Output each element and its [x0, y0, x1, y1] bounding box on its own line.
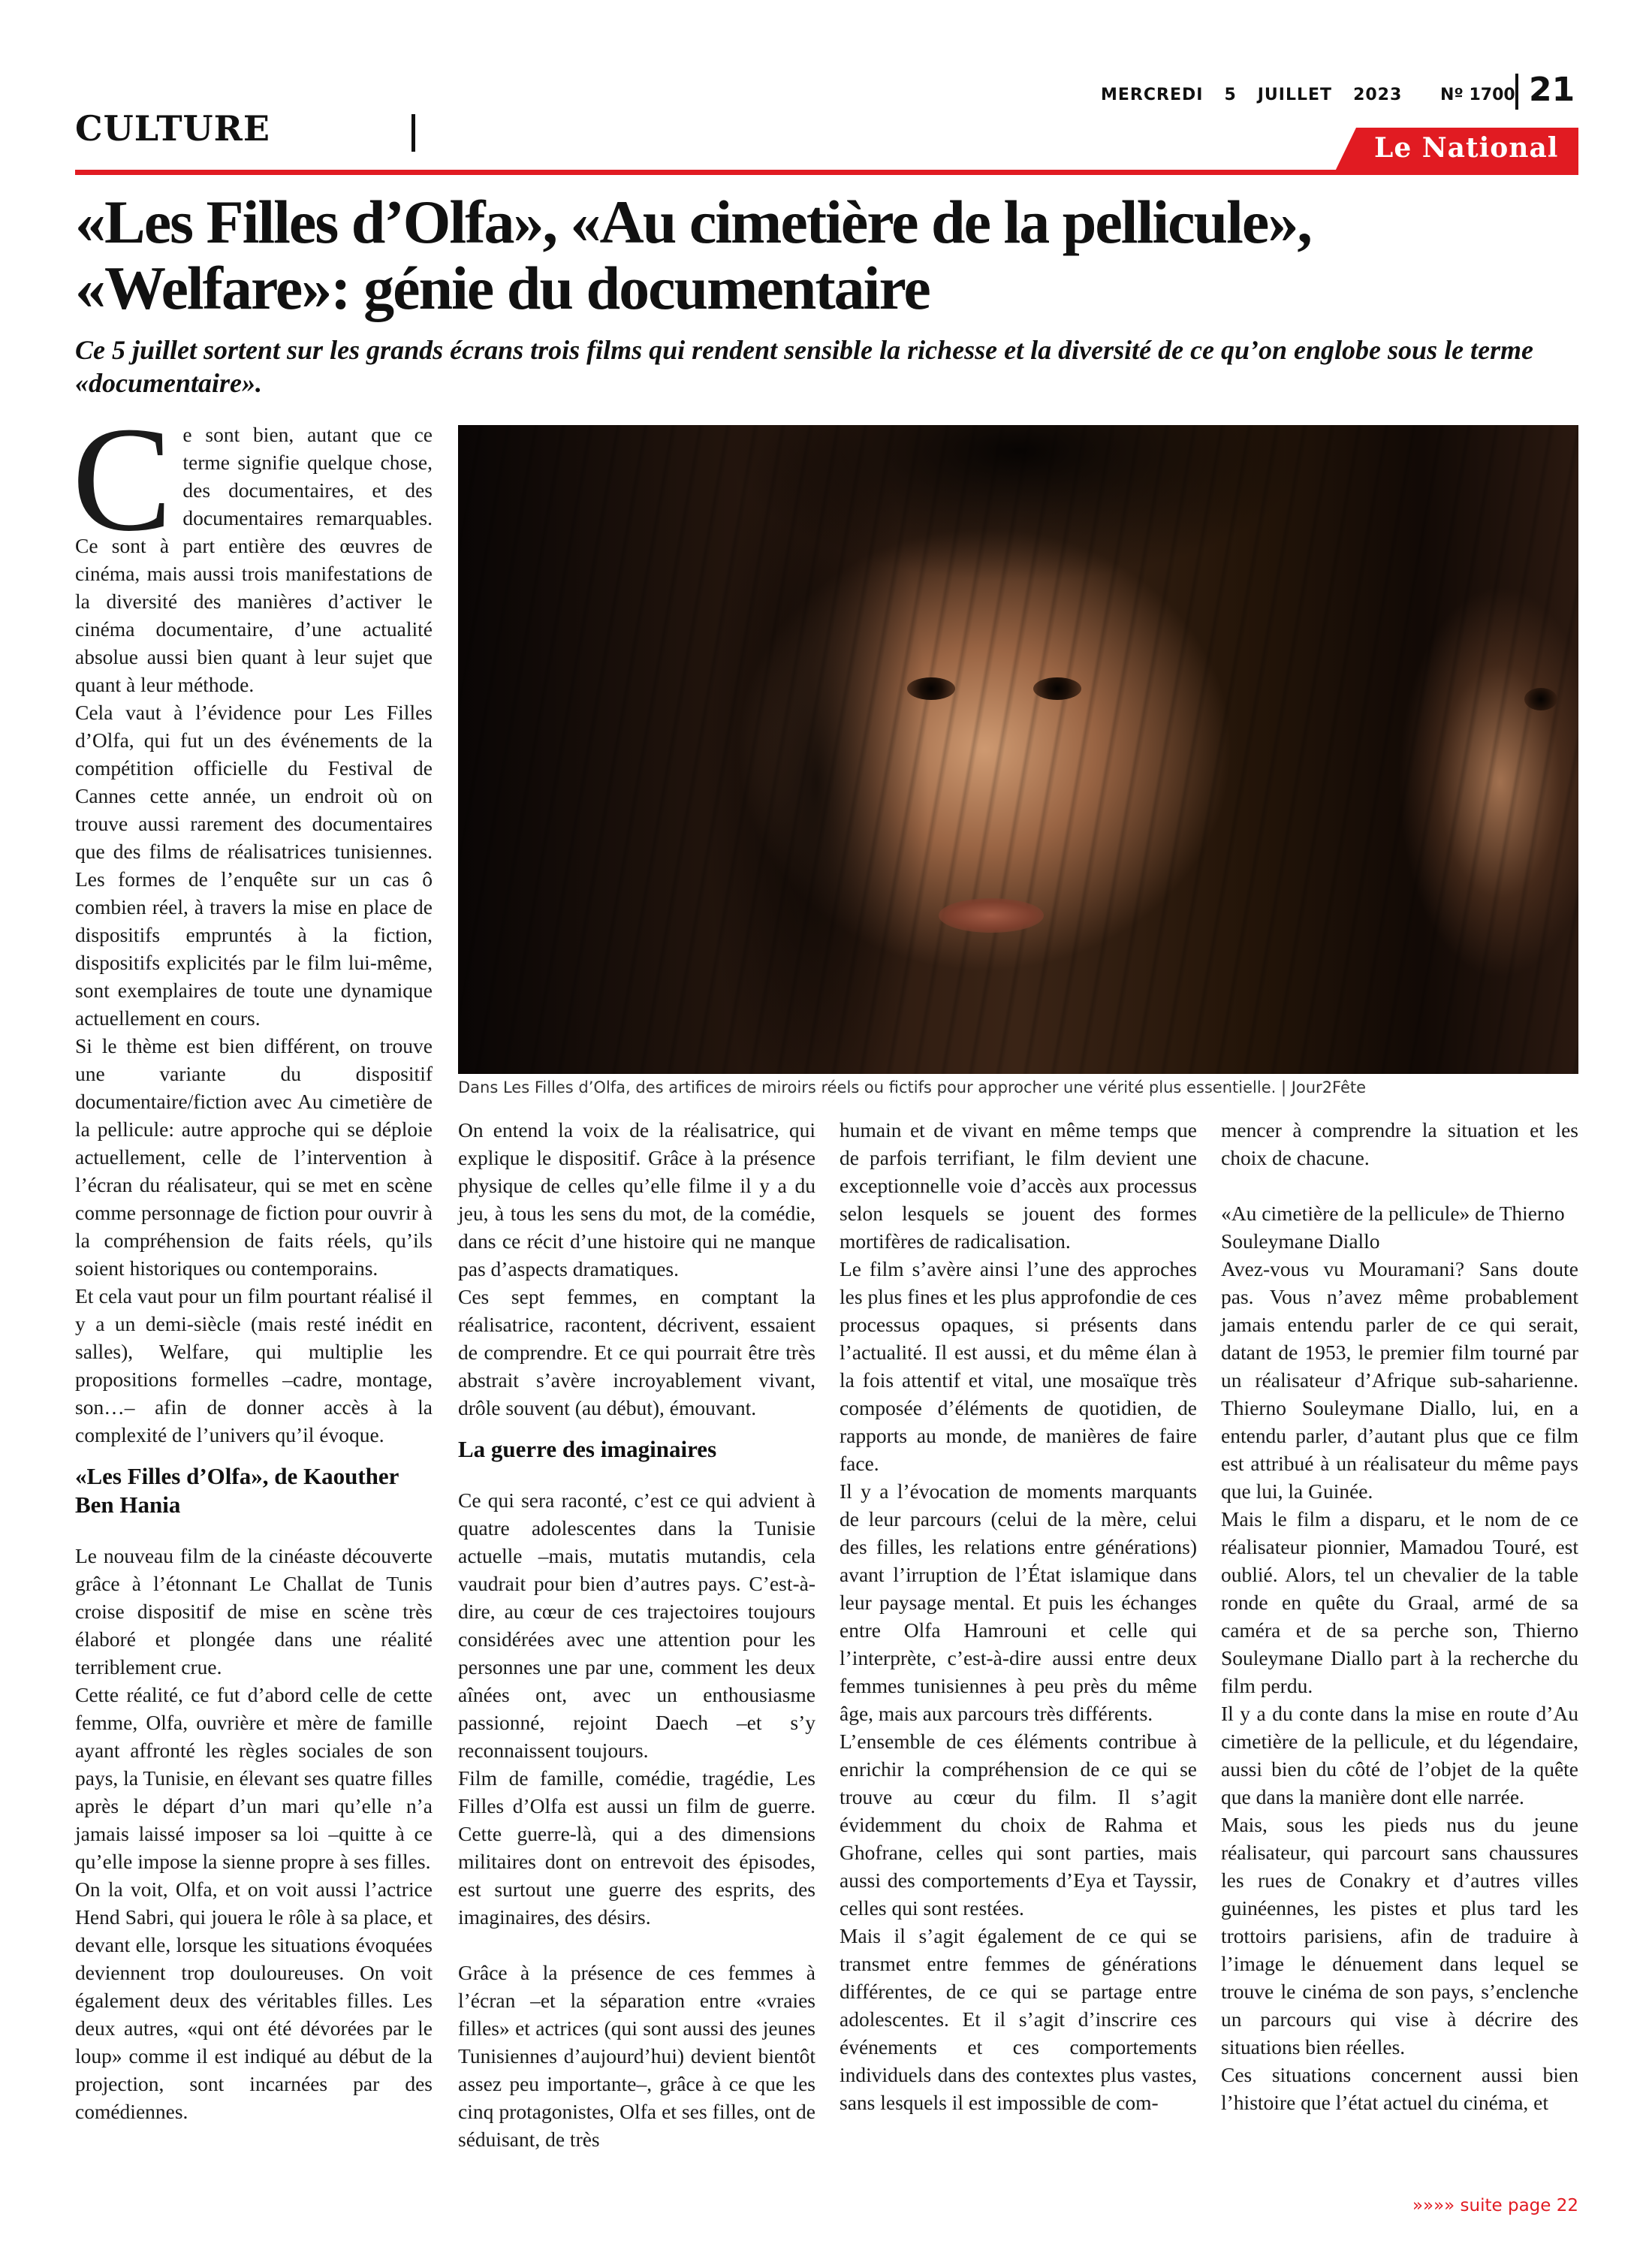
subheading: La guerre des imaginaires	[458, 1436, 717, 1462]
paragraph: Il y a l’évocation de moments marquants de leur parcours (celui de la mère, celui des filles, les relations entre générations) avant l’irruption de l’État islamique dans leur paysage mental. Et puis les échanges entre Olfa Hamrouni et celle qui l’interprète, c’est-à-dire aussi entre deux femmes tunisiennes à peu près du même âge, mais aux parcours très différents.	[840, 1479, 1197, 1725]
paragraph: Le film s’avère ainsi l’une des approches les plus fines et les plus approfondie de ces processus opaques, si présents dans l’actualité. Il est aussi, et du même élan à la fois attentif et vital, une mosaïque très composée d’éléments de quotidien, de rapports au monde, de manières de faire face.	[840, 1257, 1197, 1475]
continued-link[interactable]: »»»» suite page 22	[1412, 2196, 1578, 2215]
date-year: 2023	[1353, 86, 1403, 104]
drop-cap: C	[72, 397, 173, 562]
article-column-1	[72, 397, 433, 2125]
headline-line-2: «Welfare»: génie du documentaire	[75, 254, 930, 322]
article-standfirst: Ce 5 juillet sortent sur les grands écrans trois films qui rendent sensible la richesse et la diversité de ce qu’on englobe sous le terme «documentaire».	[75, 335, 1534, 398]
article-column-3	[840, 1116, 1197, 2116]
section-title: «Au cimetière de la pellicule» de Thierno Souleymane Diallo	[1221, 1202, 1565, 1253]
paragraph: Cette réalité, ce fut d’abord celle de cette femme, Olfa, ouvrière et mère de famille ayant affronté les règles sociales de son pays, la Tunisie, en élevant ses quatre filles après le départ d’un mari qu’elle n’a jamais laissé imposer sa loi –quitte à ce qu’elle impose la sienne propre à ses filles.	[75, 1683, 433, 1873]
paragraph: Ces sept femmes, en comptant la réalisatrice, racontent, décrivent, essaient de comprendre. Et ce qui pourrait être très abstrait s’avère incroyablement vivant, drôle souvent (au début), émouvant.	[458, 1285, 815, 1419]
paragraph: Mais il s’agit également de ce qui se transmet entre femmes de générations différentes, de ce qui se partage entre adolescentes. Et il s’agit d’inscrire ces événements et ces comportements individuels dans des contextes plus vastes, sans lesquels il est impossible de com-	[840, 1924, 1197, 2114]
paragraph: Film de famille, comédie, tragédie, Les Filles d’Olfa est aussi un film de guerre. Cette guerre-là, qui a des dimensions militaires dont on entrevoit des épisodes, est surtout une guerre des esprits, des imaginaires, des désirs.	[458, 1766, 815, 1929]
paragraph: Cela vaut à l’évidence pour Les Filles d’Olfa, qui fut un des événements de la compétition officielle du Festival de Cannes cette année, un endroit où on trouve aussi rarement des documentaires que des films de réalisatrices tunisiennes. Les formes de l’enquête sur un cas ô combien réel, à travers la mise en place de dispositifs empruntés à la fiction, dispositifs explicités par le film lui-même, sont exemplaires de toute une dynamique actuellement en cours.	[75, 701, 433, 1030]
photo-lips	[939, 898, 1044, 933]
date-day: 5	[1224, 86, 1237, 104]
subheading: «Les Filles d’Olfa», de Kaouther Ben Hania	[75, 1463, 399, 1518]
photo-caption: Dans Les Filles d’Olfa, des artifices de miroirs réels ou fictifs pour approcher une vérité plus essentielle. | Jour2Fête	[458, 1078, 1367, 1096]
paragraph: Il y a du conte dans la mise en route d’Au cimetière de la pellicule, et du légendaire, aussi bien du côté de l’objet de la quête que dans la manière dont elle narrée.	[1221, 1702, 1578, 1808]
paragraph: Ces situations concernent aussi bien l’histoire que l’état actuel du cinéma, et	[1221, 2063, 1578, 2114]
paragraph: On la voit, Olfa, et on voit aussi l’actrice Hend Sabri, qui jouera le rôle à sa place, et devant elle, lorsque les situations évoquées deviennent trop douloureuses. On voit également deux des véritables filles. Les deux autres, «qui ont été dévorées par le loup» comme il est indiqué au début de la projection, sont incarnées par des comédiennes.	[75, 1878, 433, 2123]
photo-shadow	[458, 425, 1578, 1074]
date-weekday: MERCREDI	[1101, 86, 1204, 104]
paragraph: Et cela vaut pour un film pourtant réalisé il y a un demi-siècle (mais resté inédit en salles), Welfare, qui multiplie les propositions formelles –cadre, montage, son…– afin de donner accès à la complexité de l’univers qu’il évoque.	[75, 1284, 433, 1446]
paragraph: mencer à comprendre la situation et les choix de chacune.	[1221, 1118, 1578, 1169]
paragraph: L’ensemble de ces éléments contribue à enrichir la compréhension de ce qui se trouve au cœur du film. Il s’agit évidemment du choix de Rahma et Ghofrane, celles qui sont parties, mais aussi des comportements d’Eya et Tayssir, celles qui sont restées.	[840, 1730, 1197, 1920]
photo-right-eye	[1033, 677, 1081, 700]
paragraph: Avez-vous vu Mouramani? Sans doute pas. Vous n’avez même probablement jamais entendu parler de ce qui serait, datant de 1953, le premier film tourné par un réalisateur d’Afrique sub-saharienne. Thierno Souleymane Diallo, lui, en a entendu parler, d’autant plus que ce film est attribué à un réalisateur du même pays que lui, la Guinée.	[1221, 1257, 1578, 1503]
headline-line-1: «Les Filles d’Olfa», «Au cimetière de la pellicule»,	[75, 188, 1311, 256]
paragraph: Grâce à la présence de ces femmes à l’écran –et la séparation entre «vraies filles» et actrices (qui sont aussi des jeunes Tunisiennes d’aujourd’hui) devient bientôt assez peu importante–, grâce à ce que les cinq protagonistes, Olfa et ses filles, ont de séduisant, de très	[458, 1961, 815, 2151]
paragraph-gap	[1221, 1172, 1578, 1199]
brand-name: Le National	[1374, 132, 1559, 164]
paragraph: Si le thème est bien différent, on trouve une variante du dispositif documentaire/fiction avec Au cimetière de la pellicule: autre approche qui se déploie actuellement, celle de l’intervention à l’écran du réalisateur, qui se met en scène comme personnage de fiction pour ouvrir à la compréhension de faits réels, qu’ils soient historiques ou contemporains.	[75, 1034, 433, 1280]
paragraph: Ce qui sera raconté, c’est ce qui advient à quatre adolescentes dans la Tunisie actuelle –mais, mutatis mutandis, cela vaudrait pour bien d’autres pays. C’est-à-dire, au cœur de ces trajectoires toujours considérées avec une attention pour les personnes une par une, comment les deux aînées ont, avec un enthousiasme passionné, rejoint Daech –et s’y reconnaissent toujours.	[458, 1488, 815, 1762]
paragraph: humain et de vivant en même temps que de parfois terrifiant, le film devient une exceptionnelle voie d’accès aux processus selon lesquels se jouent des formes mortifères de radicalisation.	[840, 1118, 1197, 1253]
page-number-divider	[1515, 74, 1518, 110]
article-photo	[458, 425, 1578, 1074]
paragraph: Mais le film a disparu, et le nom de ce réalisateur pionnier, Mamadou Touré, est oublié. Alors, tel un chevalier de la table ronde en quête du Graal, armé de sa caméra et de sa perche son, Thierno Souleymane Diallo part à la recherche du film perdu.	[1221, 1507, 1578, 1697]
paragraph-text: e sont bien, autant que ce terme signifie quelque chose, des documentaires, et des documentaires remarquables. Ce sont à part entière des œuvres de cinéma, mais aussi trois manifestations de la diversité des manières d’activer le cinéma documentaire, d’une actualité absolue aussi bien quant à leur sujet que quant à leur méthode.	[75, 423, 433, 696]
article-headline	[75, 189, 1577, 321]
paragraph-gap	[458, 1931, 815, 1959]
issue-date	[1101, 86, 1423, 104]
section-rubric: CULTURE	[75, 108, 270, 149]
date-month: JUILLET	[1257, 86, 1333, 104]
paragraph	[72, 397, 433, 698]
paragraph: On entend la voix de la réalisatrice, qui explique le dispositif. Grâce à la présence physique de celles qu’elle filme il y a du jeu, à tous les sens du mot, de la comédie, dans ce récit d’une histoire qui ne manque pas d’aspects dramatiques.	[458, 1118, 815, 1280]
photo-reflection-eye	[1524, 688, 1557, 710]
header-rule	[75, 170, 1578, 175]
photo-left-eye	[907, 677, 955, 700]
paragraph: Le nouveau film de la cinéaste découverte grâce à l’étonnant Le Challat de Tunis croise dispositif de mise en scène très élaboré et plongée dans une réalité terriblement crue.	[75, 1544, 433, 1678]
article-column-2	[458, 1116, 815, 2153]
issue-number: Nº 1700	[1440, 86, 1515, 104]
page-number: 21	[1529, 71, 1575, 109]
article-column-4	[1221, 1116, 1578, 2116]
rubric-divider	[411, 114, 415, 152]
paragraph: Mais, sous les pieds nus du jeune réalisateur, qui parcourt sans chaussures les rues de Conakry et d’autres villes guinéennes, les pistes et plus tard les trottoirs parisiens, afin de traduire à l’image le dénuement dans lequel se trouve le cinéma de son pays, s’enclenche un parcours qui vise à décrire des situations bien réelles.	[1221, 1813, 1578, 2058]
